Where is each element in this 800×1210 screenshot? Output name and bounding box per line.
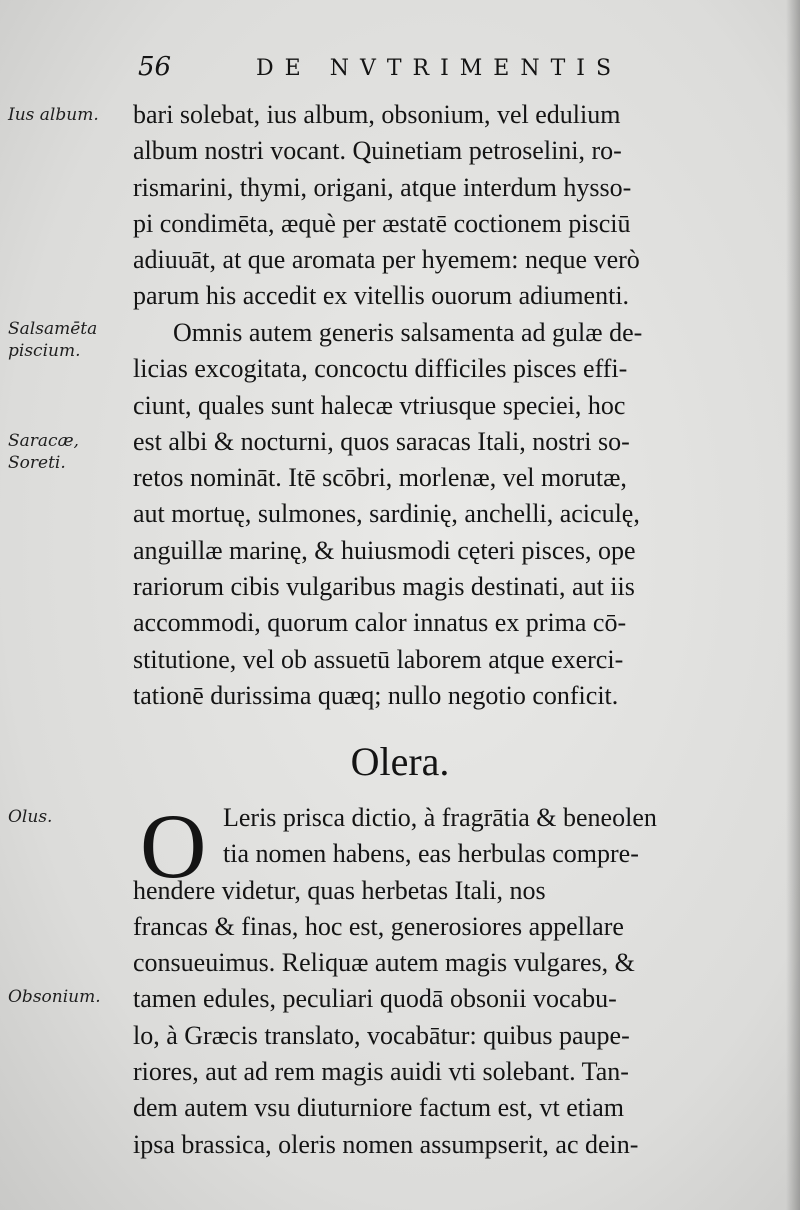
text-line: accommodi, quorum calor innatus ex prima cō- — [133, 608, 627, 638]
margin-note: Obsonium. — [8, 987, 101, 1007]
text-line: lo, à Græcis translato, vocabātur: quibus paupe- — [133, 1020, 630, 1050]
section-heading: Olera. — [350, 739, 450, 784]
page-header — [138, 52, 658, 92]
text-line: dem autem vsu diuturniore factum est, vt etiam — [133, 1093, 624, 1123]
text-line: Omnis autem generis salsamenta ad gulæ de- — [173, 318, 643, 347]
text-line: tia nomen habens, eas herbulas compre- — [223, 839, 639, 869]
text-line: retos nomināt. Itē scōbri, morlenæ, vel morutæ, — [133, 463, 627, 493]
text-line: licias excogitata, concoctu difficiles pisces effi- — [133, 354, 628, 384]
paragraph-3 — [133, 795, 768, 1163]
text-line: ipsa brassica, oleris nomen assumpserit, ac dein- — [133, 1129, 639, 1159]
running-head: DE NVTRIMENTIS — [256, 56, 623, 81]
page-number: 56 — [138, 52, 172, 82]
text-line: hendere videtur, quas herbetas Itali, nos — [133, 875, 546, 905]
page-edge-shadow — [786, 0, 800, 1210]
text-line: stitutione, vel ob assuetū laborem atque exerci- — [133, 644, 624, 674]
margin-note: Ius album. — [8, 105, 99, 125]
text-line: tamen edules, peculiari quodā obsonii vocabu- — [133, 984, 617, 1014]
text-line: est albi & nocturni, quos saracas Itali, nostri so- — [133, 426, 630, 456]
text-line: adiuuāt, at que aromata per hyemem: neque verò — [133, 245, 640, 275]
text-line: tationē durissima quæq; nullo negotio conficit. — [133, 680, 619, 710]
paragraph-2 — [133, 315, 768, 714]
margin-note: Salsamēta piscium. — [8, 319, 98, 361]
text-line: rismarini, thymi, origani, atque interdum hysso- — [133, 172, 632, 202]
text-line: anguillæ marinę, & huiusmodi cęteri pisces, ope — [133, 535, 636, 565]
text-line: francas & finas, hoc est, generosiores appellare — [133, 911, 624, 941]
margin-note: Saracæ, Soreti. — [8, 431, 79, 473]
text-line: rariorum cibis vulgaribus magis destinati, aut iis — [133, 572, 635, 602]
margin-note: Olus. — [8, 807, 53, 827]
text-line: pi condimēta, æquè per æstatē coctionem pisciū — [133, 208, 631, 238]
paragraph-1 — [133, 97, 768, 315]
text-line: album nostri vocant. Quinetiam petroselini, ro- — [133, 136, 622, 166]
text-line: bari solebat, ius album, obsonium, vel edulium — [133, 100, 621, 129]
text-line: parum his accedit ex vitellis ouorum adiumenti. — [133, 281, 630, 311]
text-line: ciunt, quales sunt halecæ vtriusque speciei, hoc — [133, 390, 626, 420]
drop-cap: O — [140, 795, 207, 897]
text-line: consueuimus. Reliquæ autem magis vulgares, & — [133, 948, 635, 978]
text-line: riores, aut ad rem magis auidi vti solebant. Tan- — [133, 1057, 629, 1087]
text-line: Leris prisca dictio, à fragrātia & beneolen — [223, 803, 657, 832]
text-line: aut mortuę, sulmones, sardinię, anchelli, aciculę, — [133, 499, 640, 529]
